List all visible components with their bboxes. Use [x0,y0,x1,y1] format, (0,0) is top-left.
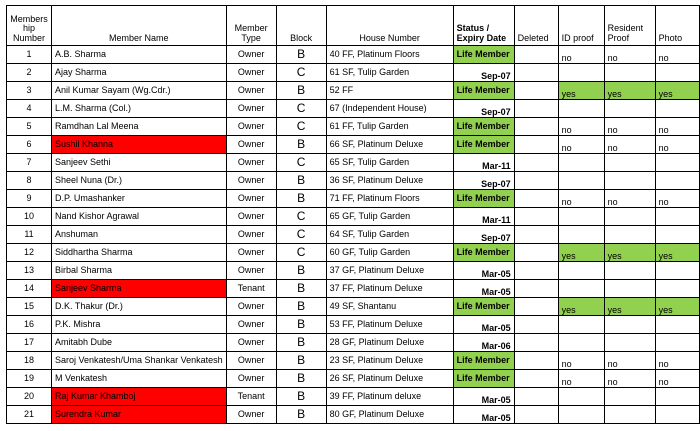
house-number-cell: 61 SF, Tulip Garden [326,64,453,82]
table-row [7,262,700,280]
block-cell: C [276,226,326,244]
member-number-cell: 6 [7,136,52,154]
table-row [7,352,700,370]
header-member-name: Member Name [52,6,227,46]
photo-cell [655,334,699,352]
deleted-cell [514,82,558,100]
table-row [7,226,700,244]
id-proof-cell: no [558,370,604,388]
member-name-cell: L.M. Sharma (Col.) [52,100,227,118]
id-proof-cell: no [558,190,604,208]
block-cell: B [276,172,326,190]
resident-proof-cell: no [604,46,655,64]
photo-cell: no [655,352,699,370]
member-number-cell: 2 [7,64,52,82]
house-number-cell: 49 SF, Shantanu [326,298,453,316]
photo-cell [655,406,699,424]
id-proof-cell [558,172,604,190]
member-type-cell: Tenant [226,388,276,406]
member-type-cell: Owner [226,82,276,100]
id-proof-cell [558,226,604,244]
member-number-cell: 12 [7,244,52,262]
header-row [7,6,700,46]
id-proof-cell: yes [558,82,604,100]
deleted-cell [514,208,558,226]
house-number-cell: 65 SF, Tulip Garden [326,154,453,172]
deleted-cell [514,154,558,172]
member-number-cell: 10 [7,208,52,226]
block-cell: B [276,316,326,334]
id-proof-cell [558,388,604,406]
house-number-cell: 64 SF, Tulip Garden [326,226,453,244]
id-proof-cell: yes [558,298,604,316]
deleted-cell [514,262,558,280]
status-cell: Life Member [453,244,514,262]
photo-cell [655,172,699,190]
member-type-cell: Tenant [226,280,276,298]
house-number-cell: 37 FF, Platinum Deluxe [326,280,453,298]
member-number-cell: 8 [7,172,52,190]
photo-cell: yes [655,298,699,316]
member-number-cell: 18 [7,352,52,370]
table-row [7,280,700,298]
resident-proof-cell [604,262,655,280]
member-type-cell: Owner [226,154,276,172]
id-proof-cell: yes [558,244,604,262]
table-row [7,82,700,100]
status-cell: Mar-05 [453,406,514,424]
header-block: Block [276,6,326,46]
block-cell: B [276,190,326,208]
block-cell: C [276,100,326,118]
house-number-cell: 40 FF, Platinum Floors [326,46,453,64]
id-proof-cell: no [558,352,604,370]
photo-cell [655,226,699,244]
member-name-cell: Sushil Khanna [52,136,227,154]
header-resident-proof: Resident Proof [604,6,655,46]
table-row [7,298,700,316]
block-cell: B [276,280,326,298]
status-cell: Life Member [453,82,514,100]
table-row [7,316,700,334]
deleted-cell [514,352,558,370]
resident-proof-cell [604,406,655,424]
member-type-cell: Owner [226,370,276,388]
resident-proof-cell [604,334,655,352]
status-cell: Mar-05 [453,388,514,406]
table-row [7,190,700,208]
block-cell: C [276,244,326,262]
id-proof-cell: no [558,136,604,154]
member-name-cell: Siddhartha Sharma [52,244,227,262]
resident-proof-cell: yes [604,82,655,100]
member-type-cell: Owner [226,100,276,118]
block-cell: B [276,370,326,388]
table-row [7,64,700,82]
photo-cell [655,316,699,334]
table-row [7,172,700,190]
deleted-cell [514,370,558,388]
table-row [7,334,700,352]
house-number-cell: 71 FF, Platinum Floors [326,190,453,208]
block-cell: B [276,298,326,316]
member-number-cell: 16 [7,316,52,334]
photo-cell [655,208,699,226]
deleted-cell [514,100,558,118]
resident-proof-cell: yes [604,298,655,316]
block-cell: B [276,388,326,406]
member-type-cell: Owner [226,226,276,244]
member-name-cell: D.K. Thakur (Dr.) [52,298,227,316]
photo-cell: no [655,370,699,388]
resident-proof-cell [604,280,655,298]
house-number-cell: 28 GF, Platinum Deluxe [326,334,453,352]
house-number-cell: 65 GF, Tulip Garden [326,208,453,226]
member-type-cell: Owner [226,262,276,280]
member-name-cell: A.B. Sharma [52,46,227,64]
deleted-cell [514,190,558,208]
resident-proof-cell: no [604,370,655,388]
block-cell: C [276,64,326,82]
id-proof-cell [558,64,604,82]
table-row [7,118,700,136]
header-id-proof: ID proof [558,6,604,46]
block-cell: B [276,334,326,352]
block-cell: C [276,118,326,136]
member-number-cell: 13 [7,262,52,280]
photo-cell [655,64,699,82]
membership-table [6,5,700,424]
block-cell: B [276,262,326,280]
deleted-cell [514,298,558,316]
id-proof-cell [558,208,604,226]
house-number-cell: 52 FF [326,82,453,100]
header-membership-number: Members hip Number [7,6,52,46]
resident-proof-cell [604,388,655,406]
member-number-cell: 19 [7,370,52,388]
member-number-cell: 3 [7,82,52,100]
id-proof-cell [558,280,604,298]
member-name-cell: Amitabh Dube [52,334,227,352]
member-type-cell: Owner [226,190,276,208]
deleted-cell [514,388,558,406]
photo-cell [655,262,699,280]
table-row [7,154,700,172]
table-row [7,388,700,406]
photo-cell [655,388,699,406]
member-type-cell: Owner [226,316,276,334]
member-name-cell: Sheel Nuna (Dr.) [52,172,227,190]
resident-proof-cell [604,172,655,190]
table-row [7,136,700,154]
id-proof-cell [558,316,604,334]
deleted-cell [514,406,558,424]
status-cell: Mar-05 [453,316,514,334]
member-type-cell: Owner [226,136,276,154]
house-number-cell: 80 GF, Platinum Deluxe [326,406,453,424]
deleted-cell [514,244,558,262]
member-name-cell: Anil Kumar Sayam (Wg.Cdr.) [52,82,227,100]
status-cell: Mar-11 [453,208,514,226]
block-cell: C [276,154,326,172]
id-proof-cell [558,100,604,118]
member-name-cell: Surendra Kumar [52,406,227,424]
resident-proof-cell: yes [604,244,655,262]
photo-cell [655,100,699,118]
id-proof-cell: no [558,118,604,136]
photo-cell: no [655,118,699,136]
house-number-cell: 39 FF, Platinum deluxe [326,388,453,406]
member-number-cell: 20 [7,388,52,406]
member-type-cell: Owner [226,352,276,370]
deleted-cell [514,46,558,64]
member-name-cell: D.P. Umashanker [52,190,227,208]
deleted-cell [514,136,558,154]
member-type-cell: Owner [226,172,276,190]
deleted-cell [514,280,558,298]
id-proof-cell [558,154,604,172]
member-type-cell: Owner [226,334,276,352]
member-name-cell: Saroj Venkatesh/Uma Shankar Venkatesh [52,352,227,370]
member-number-cell: 4 [7,100,52,118]
deleted-cell [514,118,558,136]
photo-cell [655,154,699,172]
table-row [7,100,700,118]
block-cell: B [276,406,326,424]
resident-proof-cell: no [604,352,655,370]
resident-proof-cell: no [604,136,655,154]
member-number-cell: 17 [7,334,52,352]
member-name-cell: M Venkatesh [52,370,227,388]
member-number-cell: 7 [7,154,52,172]
id-proof-cell [558,334,604,352]
status-cell: Mar-06 [453,334,514,352]
deleted-cell [514,172,558,190]
house-number-cell: 53 FF, Platinum Deluxe [326,316,453,334]
house-number-cell: 66 SF, Platinum Deluxe [326,136,453,154]
member-type-cell: Owner [226,298,276,316]
status-cell: Sep-07 [453,100,514,118]
deleted-cell [514,334,558,352]
member-number-cell: 14 [7,280,52,298]
resident-proof-cell: no [604,118,655,136]
member-number-cell: 1 [7,46,52,64]
photo-cell: no [655,136,699,154]
id-proof-cell [558,406,604,424]
member-type-cell: Owner [226,64,276,82]
block-cell: C [276,208,326,226]
member-name-cell: Nand Kishor Agrawal [52,208,227,226]
member-name-cell: Ramdhan Lal Meena [52,118,227,136]
header-member-type: Member Type [226,6,276,46]
photo-cell: yes [655,244,699,262]
member-number-cell: 9 [7,190,52,208]
member-type-cell: Owner [226,406,276,424]
member-type-cell: Owner [226,208,276,226]
block-cell: B [276,82,326,100]
photo-cell: no [655,46,699,64]
status-cell: Life Member [453,298,514,316]
photo-cell [655,280,699,298]
status-cell: Life Member [453,370,514,388]
house-number-cell: 26 SF, Platinum Deluxe [326,370,453,388]
house-number-cell: 36 SF, Platinum Deluxe [326,172,453,190]
block-cell: B [276,352,326,370]
resident-proof-cell [604,100,655,118]
house-number-cell: 37 GF, Platinum Deluxe [326,262,453,280]
table-row [7,370,700,388]
deleted-cell [514,64,558,82]
status-cell: Mar-05 [453,280,514,298]
status-cell: Life Member [453,352,514,370]
deleted-cell [514,316,558,334]
block-cell: B [276,46,326,64]
header-status: Status / Expiry Date [453,6,514,46]
member-name-cell: Birbal Sharma [52,262,227,280]
table-row [7,208,700,226]
member-name-cell: P.K. Mishra [52,316,227,334]
resident-proof-cell [604,226,655,244]
id-proof-cell [558,262,604,280]
resident-proof-cell [604,154,655,172]
status-cell: Sep-07 [453,226,514,244]
resident-proof-cell: no [604,190,655,208]
status-cell: Mar-11 [453,154,514,172]
status-cell: Life Member [453,136,514,154]
resident-proof-cell [604,208,655,226]
status-cell: Sep-07 [453,64,514,82]
resident-proof-cell [604,316,655,334]
table-row [7,244,700,262]
house-number-cell: 61 FF, Tulip Garden [326,118,453,136]
member-type-cell: Owner [226,244,276,262]
member-name-cell: Sanjeev Sethi [52,154,227,172]
status-cell: Mar-05 [453,262,514,280]
house-number-cell: 23 SF, Platinum Deluxe [326,352,453,370]
header-deleted: Deleted [514,6,558,46]
status-cell: Sep-07 [453,172,514,190]
house-number-cell: 67 (Independent House) [326,100,453,118]
member-type-cell: Owner [226,46,276,64]
member-number-cell: 5 [7,118,52,136]
member-number-cell: 11 [7,226,52,244]
status-cell: Life Member [453,190,514,208]
photo-cell: no [655,190,699,208]
member-number-cell: 15 [7,298,52,316]
member-name-cell: Ajay Sharma [52,64,227,82]
photo-cell: yes [655,82,699,100]
header-photo: Photo [655,6,699,46]
status-cell: Life Member [453,46,514,64]
house-number-cell: 60 GF, Tulip Garden [326,244,453,262]
id-proof-cell: no [558,46,604,64]
deleted-cell [514,226,558,244]
member-name-cell: Raj Kumar Khamboj [52,388,227,406]
resident-proof-cell [604,64,655,82]
table-row [7,406,700,424]
member-name-cell: Sanjeev Sharma [52,280,227,298]
header-house-number: House Number [326,6,453,46]
block-cell: B [276,136,326,154]
member-number-cell: 21 [7,406,52,424]
status-cell: Life Member [453,118,514,136]
member-type-cell: Owner [226,118,276,136]
table-row [7,46,700,64]
member-name-cell: Anshuman [52,226,227,244]
